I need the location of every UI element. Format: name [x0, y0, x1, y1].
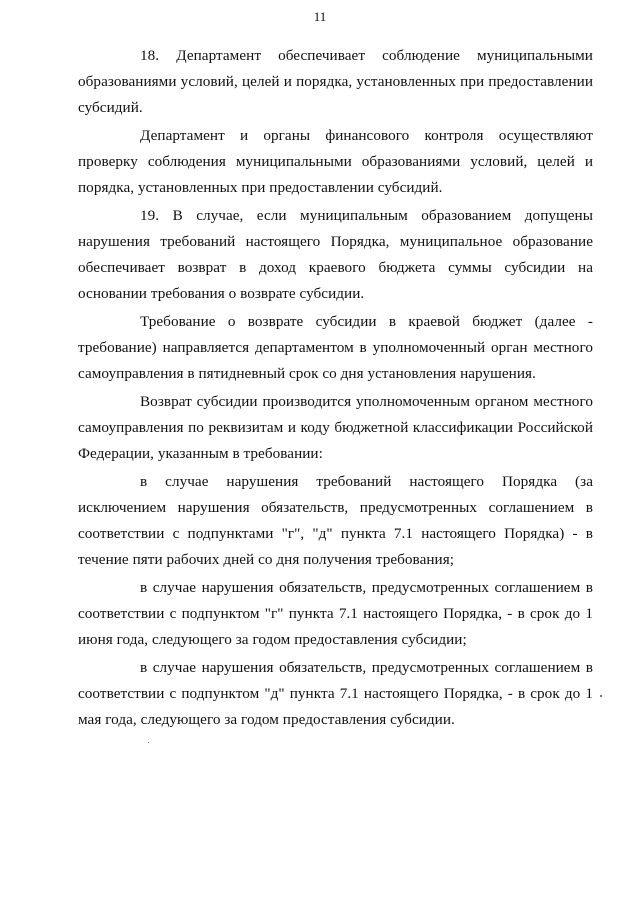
- document-body: [78, 43, 593, 733]
- paragraph-requirement: Требование о возврате субсидии в краевой бюджет (далее - требование) направляется департаментом в уполномоченный орган местного самоуправления в пятидневный срок со дня установления нарушения.: [78, 313, 593, 382]
- paragraph-19: 19. В случае, если муниципальным образованием допущены нарушения требований настоящего Порядка, муниципальное образование обеспечивает возврат в доход краевого бюджета суммы субсидии на основании требования о возврате субсидии.: [78, 207, 593, 302]
- scan-speck: [148, 742, 149, 743]
- paragraph-case-1: в случае нарушения требований настоящего Порядка (за исключением нарушения обязательств, предусмотренных соглашением в соответствии с подпунктами "г", "д" пункта 7.1 настоящего Порядка) - в течение пяти рабочих дней со дня получения требования;: [78, 473, 593, 568]
- paragraph-refund: Возврат субсидии производится уполномоченным органом местного самоуправления по реквизитам и коду бюджетной классификации Российской Федерации, указанным в требовании:: [78, 393, 593, 462]
- paragraph-case-3: в случае нарушения обязательств, предусмотренных соглашением в соответствии с подпунктом "д" пункта 7.1 настоящего Порядка, - в срок до 1 мая года, следующего за годом предоставления субсидии.: [78, 659, 593, 728]
- page-number: 11: [313, 9, 327, 24]
- scan-speck: [600, 695, 602, 697]
- paragraph-case-2: в случае нарушения обязательств, предусмотренных соглашением в соответствии с подпунктом "г" пункта 7.1 настоящего Порядка, - в срок до 1 июня года, следующего за годом предоставления субсидии;: [78, 579, 593, 648]
- paragraph-18: 18. Департамент обеспечивает соблюдение муниципальными образованиями условий, целей и порядка, установленных при предоставлении субсидий.: [78, 47, 593, 116]
- paragraph-control: Департамент и органы финансового контроля осуществляют проверку соблюдения муниципальными образованиями условий, целей и порядка, установленных при предоставлении субсидий.: [78, 127, 593, 196]
